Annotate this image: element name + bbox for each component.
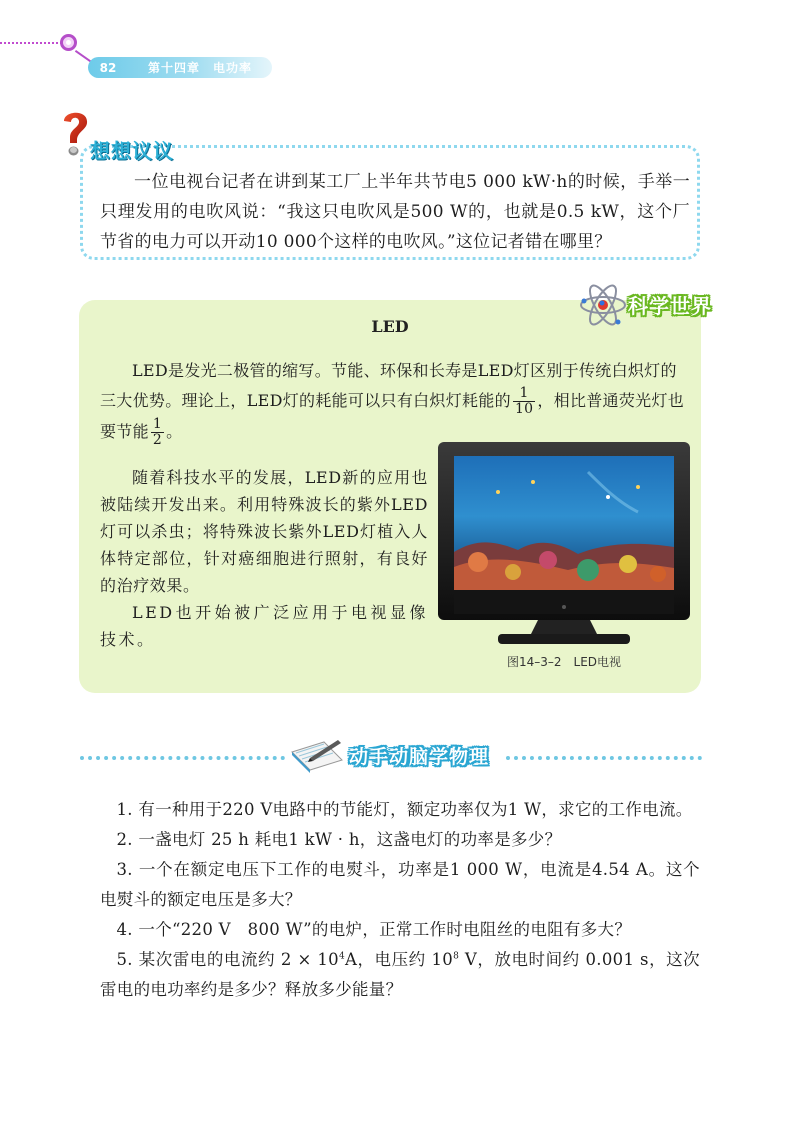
activity-title: 动手动脑学物理 — [349, 746, 490, 768]
header-dotted-line — [0, 42, 66, 44]
fraction-numerator: 1 — [152, 416, 163, 432]
exponent-current: 4 — [338, 951, 346, 962]
question-mark-icon — [58, 107, 92, 159]
exercise-5-text-c: V，放电时间约 0.001 s，这次雷电的电功率约是多少？释放多少能量？ — [100, 950, 700, 999]
figure-caption: 图14–3–2 LED电视 — [506, 655, 622, 669]
exercise-4: 4. 一个“220 V 800 W”的电炉，正常工作时电阻丝的电阻有多大？ — [116, 920, 632, 939]
activity-dots-right — [506, 756, 702, 760]
exercise-5 — [100, 945, 700, 1005]
exponent-voltage: 8 — [453, 951, 460, 962]
intro-text-c: 。 — [166, 422, 183, 441]
exercise-2: 2. 一盏电灯 25 h 耗电1 kW · h，这盏电灯的功率是多少？ — [116, 830, 562, 849]
exercise-5-text-b: A，电压约 10 — [345, 950, 454, 969]
exercise-3: 3. 一个在额定电压下工作的电熨斗，功率是1 000 W，电流是4.54 A。这个电熨斗的额定电压是多大？ — [100, 860, 700, 909]
exercise-5-text-a: 5. 某次雷电的电流约 2 × 10 — [116, 950, 339, 969]
page-number: 82 — [99, 61, 117, 75]
fraction-one-tenth — [513, 386, 535, 417]
exercise-1: 1. 有一种用于220 V电路中的节能灯，额定功率仅为1 W，求它的工作电流。 — [116, 800, 693, 819]
fraction-one-half — [151, 417, 164, 448]
paragraph-applications — [100, 464, 428, 653]
exercise-list — [100, 795, 700, 1005]
header-ring-icon — [60, 34, 77, 51]
article-title: LED — [371, 317, 409, 336]
notepad-pencil-icon — [288, 738, 346, 774]
fraction-denominator: 10 — [514, 401, 534, 417]
fraction-denominator: 2 — [152, 432, 163, 448]
chapter-title: 第十四章 电功率 — [148, 61, 253, 75]
think-text: 一位电视台记者在讲到某工厂上半年共节电5 000 kW·h的时候，手举一只理发用的电吹风说：“我这只电吹风是500 W的，也就是0.5 kW，这个厂节省的电力可以开动10 000个这样的电吹风。”这位记者错在哪里？ — [100, 172, 690, 252]
think-title: 想想议议 — [90, 139, 174, 163]
paragraph-intro — [100, 356, 690, 448]
fraction-numerator: 1 — [513, 386, 535, 402]
applications-text: 随着科技水平的发展，LED新的应用也被陆续开发出来。利用特殊波长的紫外LED灯可以杀虫；将特殊波长紫外LED灯植入人体特定部位，针对癌细胞进行照射，有良好的治疗效果。 — [100, 468, 428, 595]
science-badge: 科学世界 — [628, 294, 712, 318]
activity-dots-left — [80, 756, 285, 760]
intro-text-b: ，相比普通荧光灯也要节能 — [100, 391, 685, 441]
led-tv-image — [438, 442, 690, 652]
intro-text-a: LED是发光二极管的缩写。节能、环保和长寿是LED灯区别于传统白炽灯的三大优势。理论上，LED灯的耗能可以只有白炽灯耗能的 — [100, 361, 677, 410]
tv-text: LED也开始被广泛应用于电视显像技术。 — [100, 603, 428, 649]
